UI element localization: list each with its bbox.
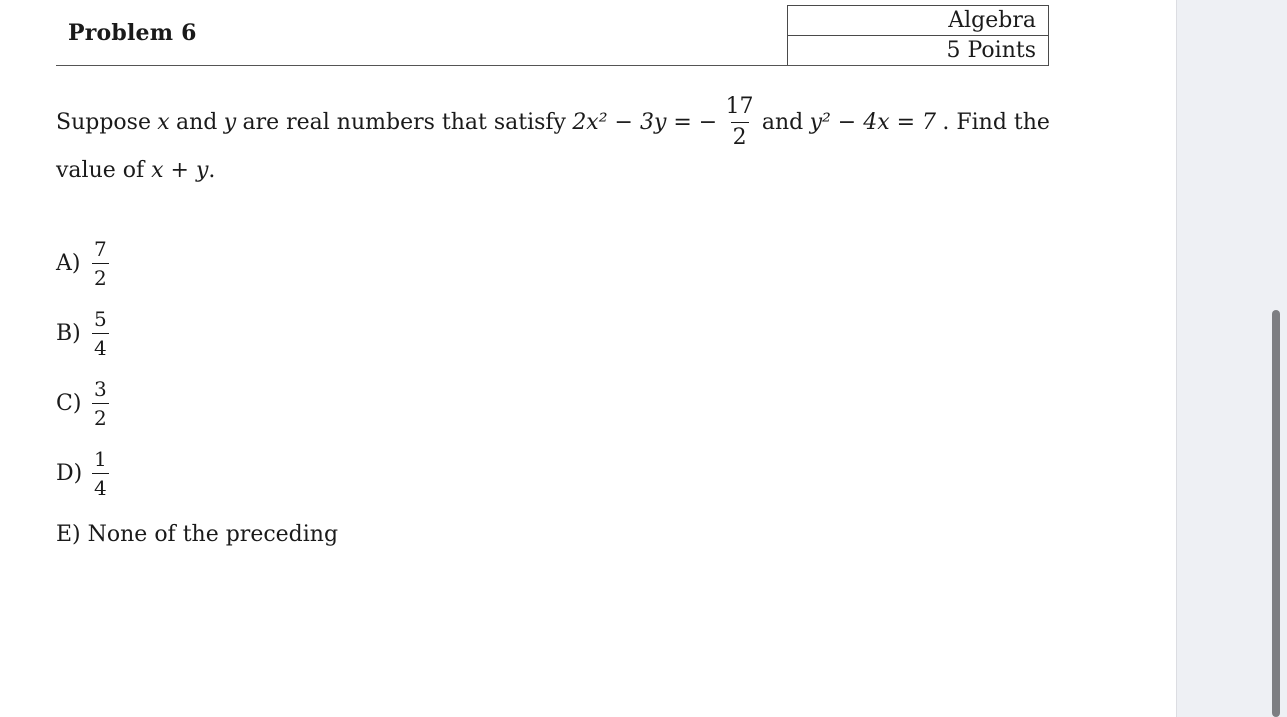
fraction-denominator: 4 <box>92 473 109 498</box>
target-expression: x + y <box>151 158 209 183</box>
scrollbar-thumb[interactable] <box>1272 310 1280 717</box>
option-c[interactable] <box>56 368 338 438</box>
fraction-numerator: 7 <box>94 236 107 261</box>
question-line1-tail: . Find the <box>942 109 1050 135</box>
question-condition: are real numbers that satisfy <box>242 109 566 135</box>
equation-1-fraction <box>724 93 756 150</box>
option-fraction <box>92 236 109 290</box>
option-letter: D) <box>56 460 83 486</box>
topic-label: Algebra <box>948 8 1036 33</box>
equation-1-lhs: 2x² − 3y = − <box>572 109 718 135</box>
fraction-numerator: 1 <box>94 446 107 471</box>
fraction-numerator: 5 <box>94 306 107 331</box>
scrollbar-track[interactable] <box>1176 0 1287 717</box>
option-e[interactable]: E) None of the preceding <box>56 521 339 547</box>
equation-2: y² − 4x = 7 <box>809 109 937 135</box>
question-intro: Suppose <box>56 109 151 135</box>
option-fraction <box>92 376 109 430</box>
question-and-2: and <box>761 109 804 135</box>
points-label: 5 Points <box>788 35 1048 65</box>
question-and-1: and <box>176 109 218 135</box>
fraction-numerator: 17 <box>725 93 754 119</box>
variable-y: y <box>223 109 237 135</box>
option-fraction <box>92 306 109 360</box>
question-text <box>56 92 1050 189</box>
problem-title: Problem 6 <box>68 20 197 46</box>
question-line-1 <box>56 92 1050 152</box>
question-line2-text: value of <box>56 158 152 183</box>
option-letter: B) <box>56 320 81 346</box>
option-a[interactable] <box>56 228 338 298</box>
fraction-denominator: 4 <box>92 333 109 358</box>
option-d[interactable] <box>56 438 338 508</box>
question-line-2 <box>56 152 1050 189</box>
option-letter: C) <box>56 390 82 416</box>
option-fraction <box>92 446 109 500</box>
fraction-denominator: 2 <box>731 122 749 149</box>
fraction-denominator: 2 <box>92 403 109 428</box>
problem-meta-box <box>787 5 1049 66</box>
variable-x: x <box>157 109 170 135</box>
fraction-numerator: 3 <box>94 376 107 401</box>
option-b[interactable] <box>56 298 338 368</box>
question-line2-end: . <box>208 158 216 183</box>
fraction-denominator: 2 <box>92 263 109 288</box>
header-divider <box>56 65 1048 66</box>
answer-options <box>56 228 338 554</box>
option-letter: A) <box>56 250 81 276</box>
